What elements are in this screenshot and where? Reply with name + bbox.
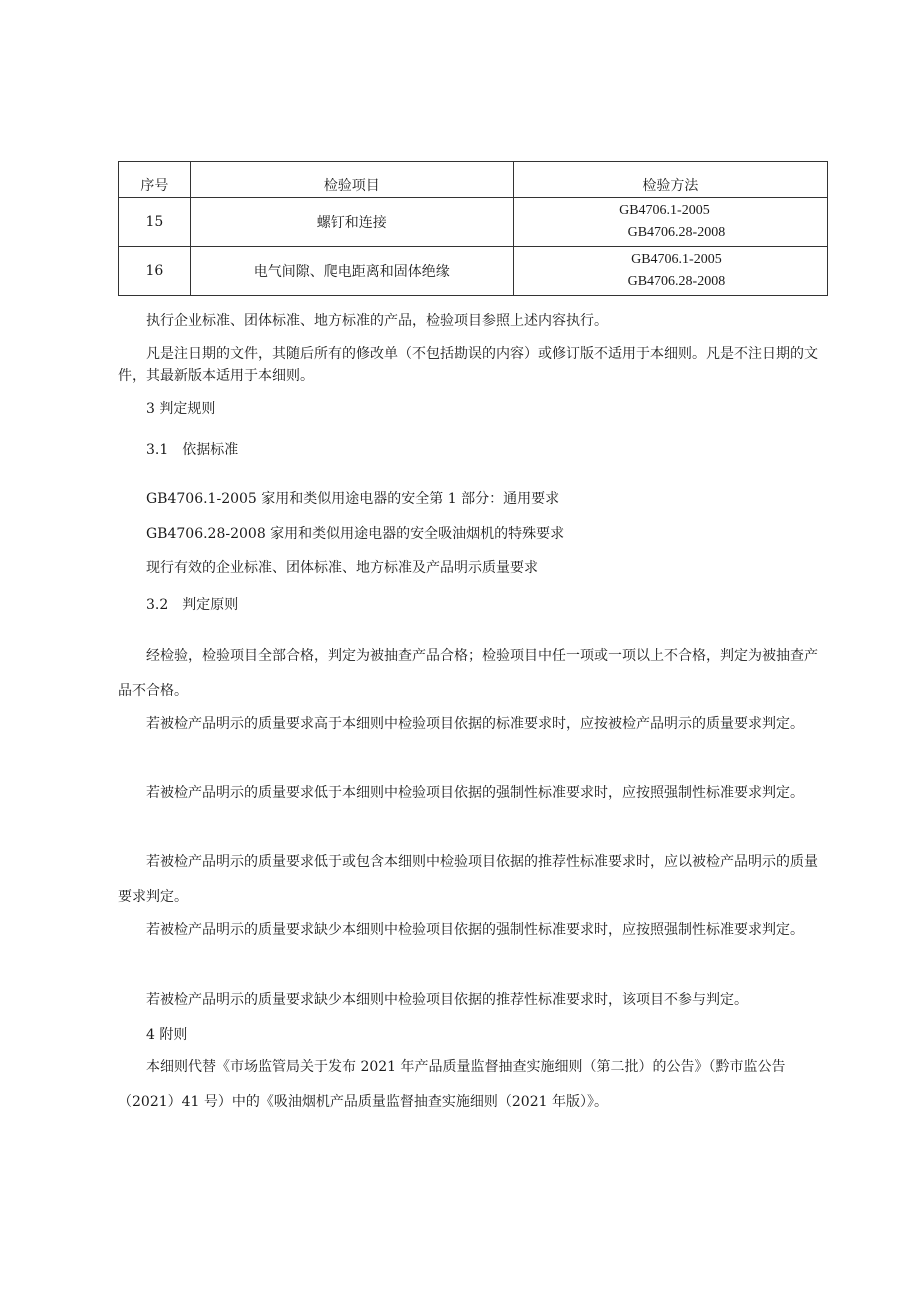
rule-paragraph: 若被检产品明示的质量要求低于或包含本细则中检验项目依据的推荐性标准要求时，应以被检产品明示的质量要求判定。 (118, 854, 818, 905)
method-line: GB4706.1-2005 (631, 252, 722, 267)
cell-method (513, 198, 827, 247)
cell-no: 15 (119, 198, 191, 247)
section-heading-3: 3 判定规则 (146, 401, 216, 417)
section-heading-4: 4 附则 (146, 1027, 188, 1043)
paragraph-dated: 凡是注日期的文件，其随后所有的修改单（不包括勘误的内容）或修订版不适用于本细则。凡是不注日期的文件，其最新版本适用于本细则。 (118, 346, 818, 384)
rule-paragraph: 若被检产品明示的质量要求缺少本细则中检验项目依据的强制性标准要求时，应按照强制性标准要求判定。 (146, 922, 804, 938)
table-row (119, 247, 828, 296)
rule-paragraph: 若被检产品明示的质量要求高于本细则中检验项目依据的标准要求时，应按被检产品明示的质量要求判定。 (146, 716, 804, 732)
header-method: 检验方法 (513, 162, 827, 198)
table-row (119, 198, 828, 247)
rule-paragraph: 若被检产品明示的质量要求缺少本细则中检验项目依据的推荐性标准要求时，该项目不参与判定。 (146, 992, 748, 1008)
section-heading-3-2: 3.2 判定原则 (146, 597, 239, 613)
cell-no: 16 (119, 247, 191, 296)
annex-paragraph: 本细则代替《市场监管局关于发布 2021 年产品质量监督抽查实施细则（第二批）的公告》（黔市监公告（2021）41 号）中的《吸油烟机产品质量监督抽查实施细则（2021 年版）》。 (118, 1059, 786, 1110)
method-line: GB4706.1-2005 (619, 203, 710, 218)
method-line: GB4706.28-2008 (627, 225, 726, 240)
header-no: 序号 (119, 162, 191, 198)
section-heading-3-1: 3.1 依据标准 (146, 442, 239, 458)
paragraph-exec: 执行企业标准、团体标准、地方标准的产品，检验项目参照上述内容执行。 (146, 313, 608, 329)
cell-item: 螺钉和连接 (190, 198, 513, 247)
header-item: 检验项目 (190, 162, 513, 198)
cell-method (513, 247, 827, 296)
standard-line: 现行有效的企业标准、团体标准、地方标准及产品明示质量要求 (146, 560, 538, 576)
standard-line: GB4706.1-2005 家用和类似用途电器的安全第 1 部分：通用要求 (146, 491, 560, 507)
inspection-table (118, 161, 828, 296)
rule-paragraph: 经检验，检验项目全部合格，判定为被抽查产品合格；检验项目中任一项或一项以上不合格，判定为被抽查产品不合格。 (118, 648, 818, 699)
method-line: GB4706.28-2008 (627, 274, 726, 289)
rule-paragraph: 若被检产品明示的质量要求低于本细则中检验项目依据的强制性标准要求时，应按照强制性标准要求判定。 (146, 785, 804, 801)
cell-item: 电气间隙、爬电距离和固体绝缘 (190, 247, 513, 296)
standard-line: GB4706.28-2008 家用和类似用途电器的安全吸油烟机的特殊要求 (146, 526, 565, 542)
table-header-row (119, 162, 828, 198)
